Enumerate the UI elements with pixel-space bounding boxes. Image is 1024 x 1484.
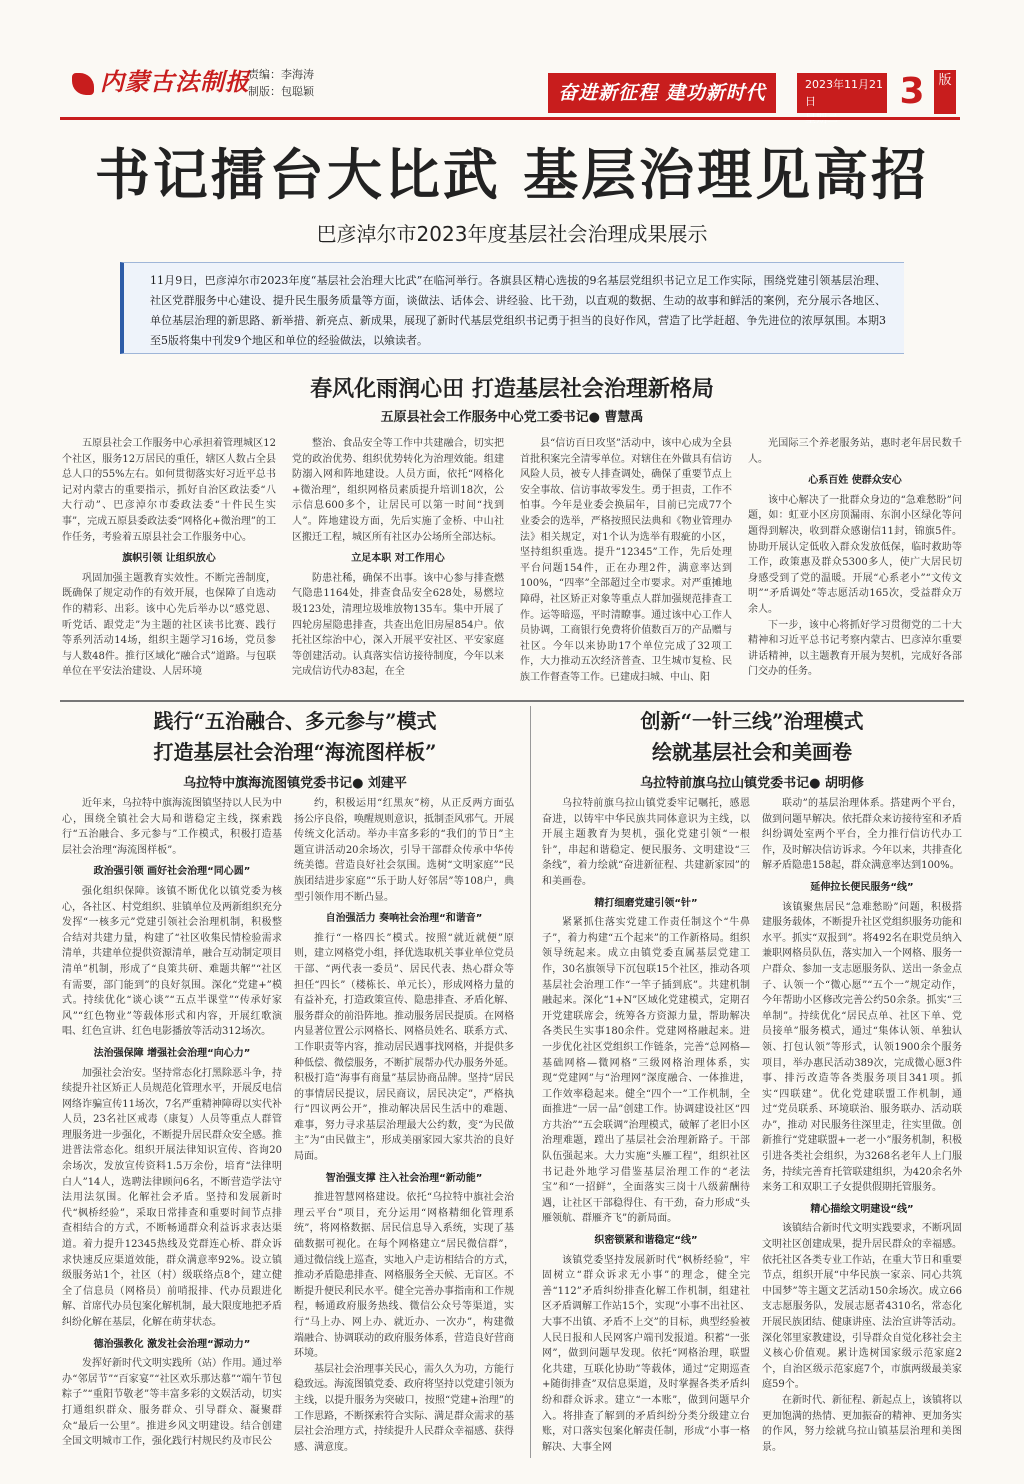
section-heading: 德治强教化 激发社会治理“源动力” [93, 1338, 251, 1350]
section-heading: 立足本职 对工作用心 [351, 553, 445, 565]
article2-title-line-2: 打造基层社会治理“海流图样板” [153, 740, 437, 764]
section-heading: 政治强引领 画好社会治理“同心圆” [93, 866, 251, 878]
page-subheadline: 巴彦淖尔市2023年度基层社会治理成果展示 [316, 222, 708, 246]
paragraph: 联动”的基层治理体系。搭建两个平台，做到问题早解决。依托群众来访接待室和矛盾纠纷调处室两个平台，全力推行信访代办工作，及时解决信访诉求。今年以来，共排查化解矛盾隐患158起，群众满意率达到100%。 [762, 798, 962, 872]
paragraph: 五原县社会工作服务中心承担着管理城区12个社区，服务12万居民的重任，辖区人数占全县总人口的55%左右。如何贯彻落实好习近平总书记对内蒙古的重要指示，抓好自治区政法委“八大行动”、巴彦淖尔市委政法委“十件民生实事”，完成五原县委政法委“网格化+微治理”的工作任务，考验着五原县社会工作服务中心。 [62, 438, 276, 543]
paragraph: 发挥好新时代文明实践所（站）作用。通过举办“邻居节”“百家宴”“社区欢乐那达慕”“端午节包粽子”“重阳节敬老”等丰富多彩的文娱活动，切实打通组织群众、服务群众、引导群众、凝聚群众“最后一公里”。推进乡风文明建设。结合创建全国文明城市工作，强化践行村规民约及市民公 [62, 1358, 282, 1448]
issue-date: 2023年11月21日 [805, 78, 883, 108]
article1-byline: 五原县社会工作服务中心党工委书记● 曹慧禹 [380, 410, 644, 425]
section-heading: 织密锁紧和谐稳定“线” [594, 1235, 698, 1247]
article3-column-2 [762, 796, 962, 1458]
article3-column-1 [542, 796, 750, 1458]
paragraph: 下一步，该中心将抓好学习贯彻党的二十大精神和习近平总书记考察内蒙古、巴彦淖尔重要讲话精神，以主题教育开展为契机，完成好各部门交办的任务。 [748, 619, 962, 678]
article1-column-4 [748, 436, 962, 698]
slogan-banner: 奋进新征程 建功新时代 [548, 73, 776, 113]
section-heading: 心系百姓 使群众安心 [808, 475, 902, 487]
article2-title [60, 706, 530, 768]
article1-column-2 [292, 436, 504, 698]
intro-box: 11月9日，巴彦淖尔市2023年度“基层社会治理大比武”在临河举行。各旗县区精心选拔的9名基层党组织书记立足工作实际，围绕党建引领基层治理、社区党群服务中心建设、提升民生服务质量等方面，谈做法、话体会、讲经验、比干劲，以直观的数据、生动的故事和鲜活的案例，充分展示各地区、单位基层治理的新思路、新举措、新亮点、新成果，展现了新时代基层党组织书记勇于担当的良好作风，营造了比学赶超、争先进位的浓厚氛围。本期3至5版将集中刊发9个地区和单位的经验做法，以飨读者。 [120, 262, 904, 354]
paragraph: 紧紧抓住落实党建工作责任制这个“牛鼻子”，着力构建“五个起来”的工作新格局。组织领导统起来。成立由镇党委直属基层党建工作，30名旗领导下沉包联15个社区，推动各项基层社会治理工作“一竿子插到底”。共建机制融起来。深化“1+N”区域化党建模式，定期召开党建联席会，统筹各方资源力量，帮助解决各类民生实事180余件。党建网格融起来。进一步优化社区党组织工作链条，完善“总网格—基础网格—微网格”三级网格治理体系，实现“党建网”与“治理网”深度融合、一体推进，工作效率稳起来。健全“四个一”工作机制，全面推进“一居一品”创建工作。协调建设社区“四方共治”“五会联调”治理模式，破解了老旧小区治理难题，蹚出了基层社会治理新路子。干部队伍强起来。大力实施“头雁工程”，组织社区书记赴外地学习借鉴基层治理工作的“老法宝”和“一招鲜”，全面落实三岗十八级薪酬待遇，让社区干部稳得住、有干劲，奋力形成“头雁领航、群雁齐飞”的新局面。 [542, 917, 750, 1225]
section-heading: 延伸拉长便民服务“线” [810, 881, 914, 893]
paragraph: 强化组织保障。该镇不断优化以镇党委为核心，各社区、村党组织、驻镇单位及两新组织充分发挥“一核多元”党建引领社会治理机制，积极整合结对共建力量，构建了“社区收集民情检验需求清单，共建单位提供资源清单，融合互动制定项目清单”机制，形成了“良策共研、难题共解”“社区有需要，部门能到”的良好氛围。深化“党建+”模式。持续优化“谈心谈”“五点半课堂”“传承好家风”“红色物业”等载体形式和内容，开展红歌演唱、红色宣讲、红色电影播放等活动312场次。 [62, 885, 282, 1038]
paragraph: 乌拉特前旗乌拉山镇党委牢记嘱托，感恩奋进，以铸牢中华民族共同体意识为主线，以开展主题教育为契机，强化党建引领“一根针”，串起和谐稳定、便民服务、文明建设“三条线”，着力绘就“奋进新征程、共建新家园”的和美画卷。 [542, 798, 750, 887]
page-label: 版 [934, 70, 956, 114]
article2-column-2 [294, 796, 514, 1458]
paragraph: 整治、食品安全等工作中共建融合，切实把党的政治优势、组织优势转化为治理效能。组建防溺入网和阵地建设。人员方面，依托“网格化+微治理”，组织网格员素质提升培训18次，公示信息600多个，让居民可以第一时间“找到人”。阵地建设方面，先后实施了金桥、中山社区搬迁工程，城区所有社区办公场所全部达标。 [292, 438, 504, 543]
paragraph: 该镇聚焦居民“急难愁盼”问题，积极搭建服务载体，不断提升社区党组织服务功能和水平。抓实“双报到”。将492名在职党员纳入兼职网格员队伍，落实加入一个网格、服务一户群众、参加一支志愿服务队、送出一条金点子、认领一个“微心愿”“五个一”规定动作，今年帮助小区修改完善公约50余条。抓实“三单制”。持续优化“居民点单、社区下单、党员接单”服务模式，通过“集体认领、单独认领、打包认领”等形式，认领1900余个服务项目，举办惠民活动389次，完成微心愿3件事、排污改造等各类服务项目341项。抓实“四联建”。优化党建联盟工作机制，通过“党员联系、环境联治、服务联办、活动联办”，推动 对民服务往深里走，往实里做。创新推行“党建联盟+一老一小”服务机制，积极引进各类社会组织，为3268名老年人上门服务，持续完善育托管联建组织，为420余名外来务工和双职工子女提供假期托管服务。 [762, 901, 962, 1194]
logo-text: 内蒙古法制报 [100, 67, 250, 96]
paragraph: 该镇党委坚持发展新时代“枫桥经验”，牢固树立“群众诉求无小事”的理念，健全完善“112”矛盾纠纷排查化解工作机制，组建社区矛盾调解工作站15个，实现“小事不出社区、大事不出镇、矛盾不上交”的目标，典型经验被人民日报和人民网客户端刊发报道。积蓄“一张网”，做到问题早发现。依托“网格治理，联盟化共建，互联化协助”等载体，通过“定期巡查+随街排查”双信息渠道，及时掌握各类矛盾纠纷和群众诉求。建立“一本账”，做到问题早介入。将排查了解到的矛盾纠纷分类分级建立台账，对口落实包案化解责任制，形成“小事一格解决、大事全网 [542, 1254, 750, 1453]
paragraph: 防患社稀，确保不出事。该中心参与排查燃气隐患1164处，排查食品安全628处，易燃垃圾123处，清理垃圾堆放物135车。集中开展了四轮房屋隐患排查，共查出危旧房屋854户。依托社区综治中心，深入开展平安社区、平安家庭等创建活动。认真落实信访接待制度，今年以来完成信访代办83起，在全 [292, 572, 504, 678]
article3-title-line-2: 绘就基层社会和美画卷 [652, 740, 852, 764]
masthead [0, 0, 1024, 118]
paragraph: 约，积极运用“红黑灰”榜，从正反两方面弘扬公序良俗，唤醒规则意识，抵制歪风邪气。开展传统文化活动。举办丰富多彩的“我们的节日”主题宣讲活动20余场次，引导干部群众传承中华传统美德。营造良好社会氛围。选树“文明家庭”“民族团结进步家庭”“乐于助人好邻居”等108户，典型引领作用不断凸显。 [294, 798, 514, 903]
editor-credit: 责编：李海涛 [248, 68, 314, 81]
section-heading: 自治强活力 奏响社会治理“和谐音” [325, 913, 483, 925]
page-headline: 书记擂台大比武 基层治理见高招 [94, 142, 930, 207]
article2-byline: 乌拉特中旗海流图镇党委书记● 刘建平 [183, 776, 407, 791]
paragraph: 该中心解决了一批群众身边的“急难愁盼”问题，如：虹亚小区房顶漏雨、东润小区绿化等问题得到解决，收到群众感谢信11封，锦旗5件。协助开展认定低收入群众发放低保，临时救助等工作，政策惠及群众5300多人，使广大居民切身感受到了党的温暖。开展“心系老小”“文传文明”“矛盾调处”等志愿活动165次，受益群众万余人。 [748, 494, 962, 615]
section-divider [60, 700, 964, 702]
newspaper-logo [72, 62, 250, 97]
page-number: 3 [899, 71, 925, 112]
article3-title [540, 706, 964, 768]
paragraph: 加强社会治安。坚持常态化打黑除恶斗争，持续提升社区矫正人员规范化管理水平，开展反电信网络诈骗宣传11场次，7名严重精神障碍以实代补人员，23名社区戒毒（康复）人员等重点人群管理服务进一步强化，不断提升居民群众安全感。推进普法常态化。组织开展法律知识宣传、咨询20余场次，发放宣传资料1.5万余份，培育“法律明白人”14人，选聘法律顾问6名，不断营造学法守法用法氛围。化解社会矛盾。坚持和发展新时代“枫桥经验”，采取日常排查和重要时间节点排查相结合的方式，不断畅通群众利益诉求表达渠道。着力提升12345热线及党群连心桥、群众诉求快速反应渠道效能，群众满意率92%。设立镇级服务站1个，社区（村）级联络点8个，建立健全了信息员（网格员）前哨报排、代办员跟进化解、首席代办员包案化解机制，最大限度地把矛盾纠纷化解在基层，化解在萌芽状态。 [62, 1067, 282, 1328]
logo-emblem-icon [72, 73, 94, 95]
paragraph: 在新时代、新征程、新起点上，该镇将以更加饱满的热情、更加振奋的精神、更加务实的作风，努力绘就乌拉山镇基层治理和美图景。 [762, 1394, 962, 1453]
section-heading: 智治强支撑 注入社会治理“新动能” [325, 1172, 483, 1184]
column-divider [530, 706, 531, 1458]
paragraph: 该镇结合新时代文明实践要求，不断巩固文明社区创建成果，提升居民群众的幸福感。依托社区各类专业工作站，在重大节日和重要节点，组织开展“中华民族一家亲、同心共筑中国梦”等主题文艺活动150余场次。成立66支志愿服务队，发展志愿者4310名，常态化开展民族团结、健康讲座、法治宣讲等活动。深化邻里家教建设，引导群众自觉化移社会主义核心价值观。累计选树国家级示范家庭2个，自治区级示范家庭7个，市旗两级最美家庭59个。 [762, 1223, 962, 1391]
section-heading: 旗帜引领 让组织放心 [122, 553, 216, 565]
section-heading: 精打细磨党建引领“针” [594, 897, 698, 909]
article2-column-1 [62, 796, 282, 1458]
paragraph: 巩固加强主题教育实效性。不断完善制度，既确保了规定动作的有效开展，也保障了自选动作的精彩、出彩。该中心先后举办以“感党恩、听党话、跟党走”为主题的社区读书比赛、践行等系列活动14场，组织主题学习16场，党员参与人数48件。推行区域化“融合式”道路。与包联单位在平安法治建设、人居环境 [62, 572, 276, 678]
article3-byline: 乌拉特前旗乌拉山镇党委书记● 胡明修 [640, 776, 864, 791]
masthead-rule [60, 117, 960, 120]
article1-column-3 [520, 436, 732, 698]
date-box [797, 73, 887, 113]
article1-title: 春风化雨润心田 打造基层社会治理新格局 [310, 376, 714, 402]
paragraph: 基层社会治理事关民心，需久久为功，方能行稳致远。海流图镇党委、政府将坚持以党建引领为主线，以提升服务为突破口，按照“党建+治理”的工作思路，不断探索符合实际、满足群众需求的基层社会治理方式，持续提升人民群众幸福感、获得感、满意度。 [294, 1363, 514, 1453]
designer-credit: 制版：包聪颖 [248, 85, 314, 98]
paragraph: 县“信访百日攻坚”活动中，该中心成为全县首批积案完全清零单位。对辖住在外做具有信访风险人员，被专人排查调处，确保了重要节点上安全事故、信访事故零发生。勇于担责，工作不怕事。今年是业委会换届年，目前已完成77个业委会的选举，严格按照民法典和《物业管理办法》相关规定，对1个认为选举有瑕疵的小区，坚持组织重选。提升“12345”工作，先后处理平台问题154件，正在办理2件，满意率达到100%，“四率”全部超过全市要求。对严重摊地障碍，社区矫正对象等重点人群加强规范排查工作。运等暗巡，平时清瞭事。通过该中心工作人员协调，工商银行免费将价值数百万的产品赠与社区。今年以来协助17个单位完成了32项工作，大力推动五次经济普查、卫生城市复检、民族工作督查等工作。已建成扫城、中山、阳 [520, 438, 732, 683]
editors-credits [248, 66, 314, 100]
paragraph: 近年来，乌拉特中旗海流图镇坚持以人民为中心，围绕全镇社会大局和谐稳定主线，探索践行“五治融合、多元参与”工作模式，积极打造基层社会治理“海流图样板”。 [62, 798, 282, 856]
article2-title-line-1: 践行“五治融合、多元参与”模式 [153, 709, 437, 733]
paragraph: 光国际三个养老服务站，惠时老年居民数千人。 [748, 438, 962, 465]
section-heading: 精心描绘文明建设“线” [810, 1203, 914, 1215]
paragraph: 推进智慧网格建设。依托“乌拉特中旗社会治理云平台”项目，充分运用“网格精细化管理系统”，将网格数据、居民信息导入系统，实现了基础数据可视化。在每个网格建立“居民微信群”，通过微信线上巡查，实地入户走访相结合的方式，推动矛盾隐患排查、网格服务全天候、无盲区。不断提升便民利民水平。健全完善办事指南和工作规程，畅通政府服务热线、微信公众号等渠道，实行“马上办、网上办、就近办、一次办”，构建微端融合、协调联动的政府服务体系，营造良好营商环境。 [294, 1192, 514, 1360]
article1-column-1 [62, 436, 276, 698]
section-heading: 法治强保障 增强社会治理“向心力” [93, 1047, 251, 1059]
article3-title-line-1: 创新“一针三线”治理模式 [640, 709, 864, 733]
paragraph: 推行“一格四长”模式。按照“就近就便”原则，建立网格党小组，择优选取机关事业单位党员干部、“两代表一委员”、居民代表、热心群众等担任“四长”（楼栋长、单元长），形成网格力量的有益补充，打造政策宣传、隐患排查、矛盾化解、服务群众的前沿阵地。推动服务居民提质。在网格内显著位置公示网格长、网格员姓名、联系方式、工作职责等内容，推动居民遇事找网格，并提供多种低偿、微偿服务，不断扩展帮办代办服务外延。积极打造“海事有商量”基层协商品牌。坚持“居民的事情居民提议，居民商议，居民决定”，严格执行“四议两公开”，推动解决居民生活中的难题、难事，努力寻求基层治理最大公约数，变“为民做主”为“由民做主”，形成美丽家园大家共治的良好局面。 [294, 932, 514, 1163]
